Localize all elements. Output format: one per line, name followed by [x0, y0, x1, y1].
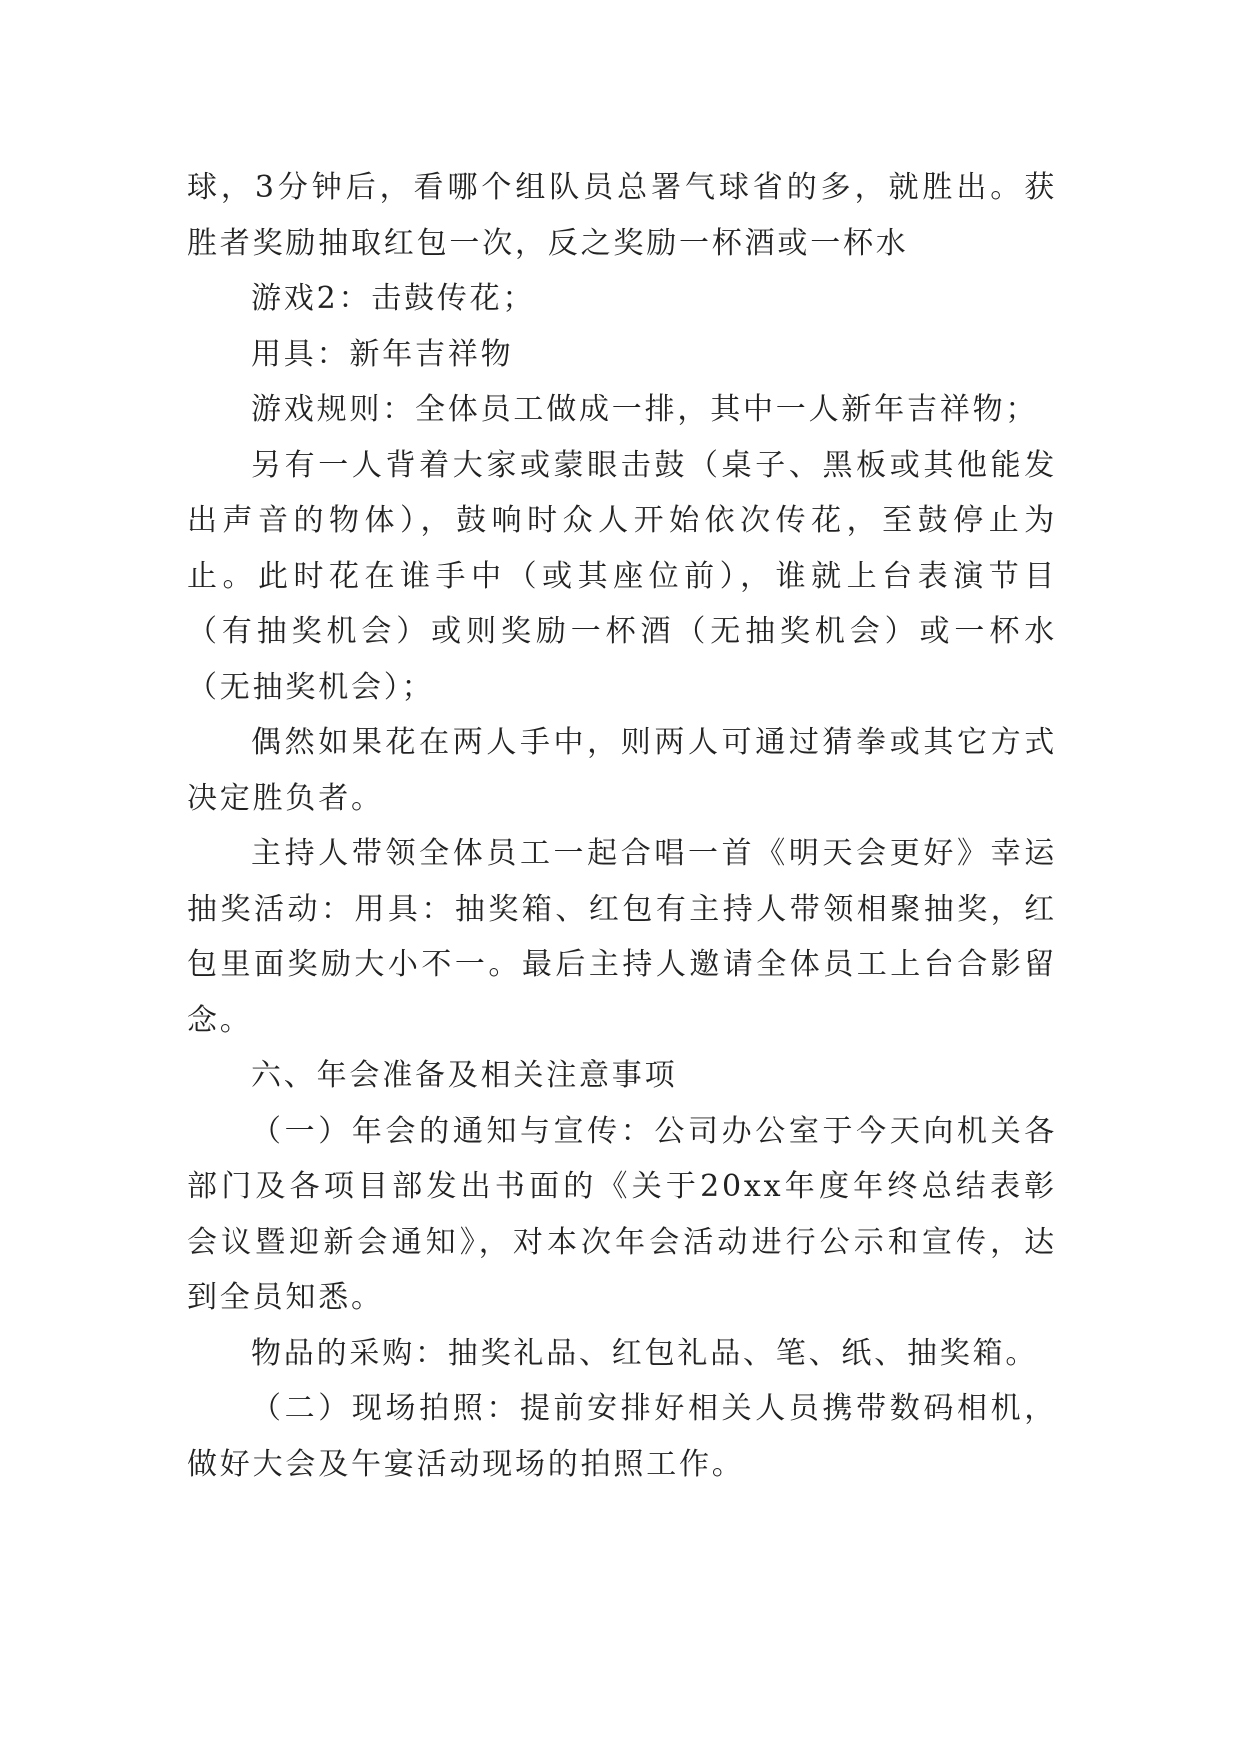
paragraph-game-2-rules: 游戏规则：全体员工做成一排，其中一人新年吉祥物； [251, 392, 1039, 427]
paragraph-purchasing: 物品的采购：抽奖礼品、红包礼品、笔、纸、抽奖箱。 [251, 1335, 1039, 1371]
document-body [187, 160, 1057, 1492]
paragraph-game-2-props: 用具：新年吉祥物 [251, 336, 514, 372]
paragraph-photography: （二）现场拍照：提前安排好相关人员携带数码相机，做好大会及午宴活动现场的拍照工作。 [187, 1391, 1057, 1482]
paragraph-tie-rule: 偶然如果花在两人手中，则两人可通过猜拳或其它方式决定胜负者。 [187, 725, 1057, 816]
paragraph-balloon-game-result: 球，3分钟后，看哪个组队员总署气球省的多，就胜出。获胜者奖励抽取红包一次，反之奖励一杯酒或一杯水 [187, 170, 1057, 261]
paragraph-notice-publicity: （一）年会的通知与宣传：公司办公室于今天向机关各部门及各项目部发出书面的《关于20xx年度年终总结表彰会议暨迎新会通知》，对本次年会活动进行公示和宣传，达到全员知悉。 [187, 1113, 1057, 1315]
paragraph-drum-passing: 另有一人背着大家或蒙眼击鼓（桌子、黑板或其他能发出声音的物体），鼓响时众人开始依次传花，至鼓停止为止。此时花在谁手中（或其座位前），谁就上台表演节目（有抽奖机会）或则奖励一杯酒（无抽奖机会）或一杯水（无抽奖机会）； [187, 447, 1057, 705]
paragraph-game-2-title: 游戏2：击鼓传花； [251, 281, 536, 316]
section-heading-preparation: 六、年会准备及相关注意事项 [251, 1058, 678, 1093]
paragraph-lucky-draw: 主持人带领全体员工一起合唱一首《明天会更好》幸运抽奖活动：用具：抽奖箱、红包有主持人带领相聚抽奖，红包里面奖励大小不一。最后主持人邀请全体员工上台合影留念。 [187, 836, 1057, 1038]
